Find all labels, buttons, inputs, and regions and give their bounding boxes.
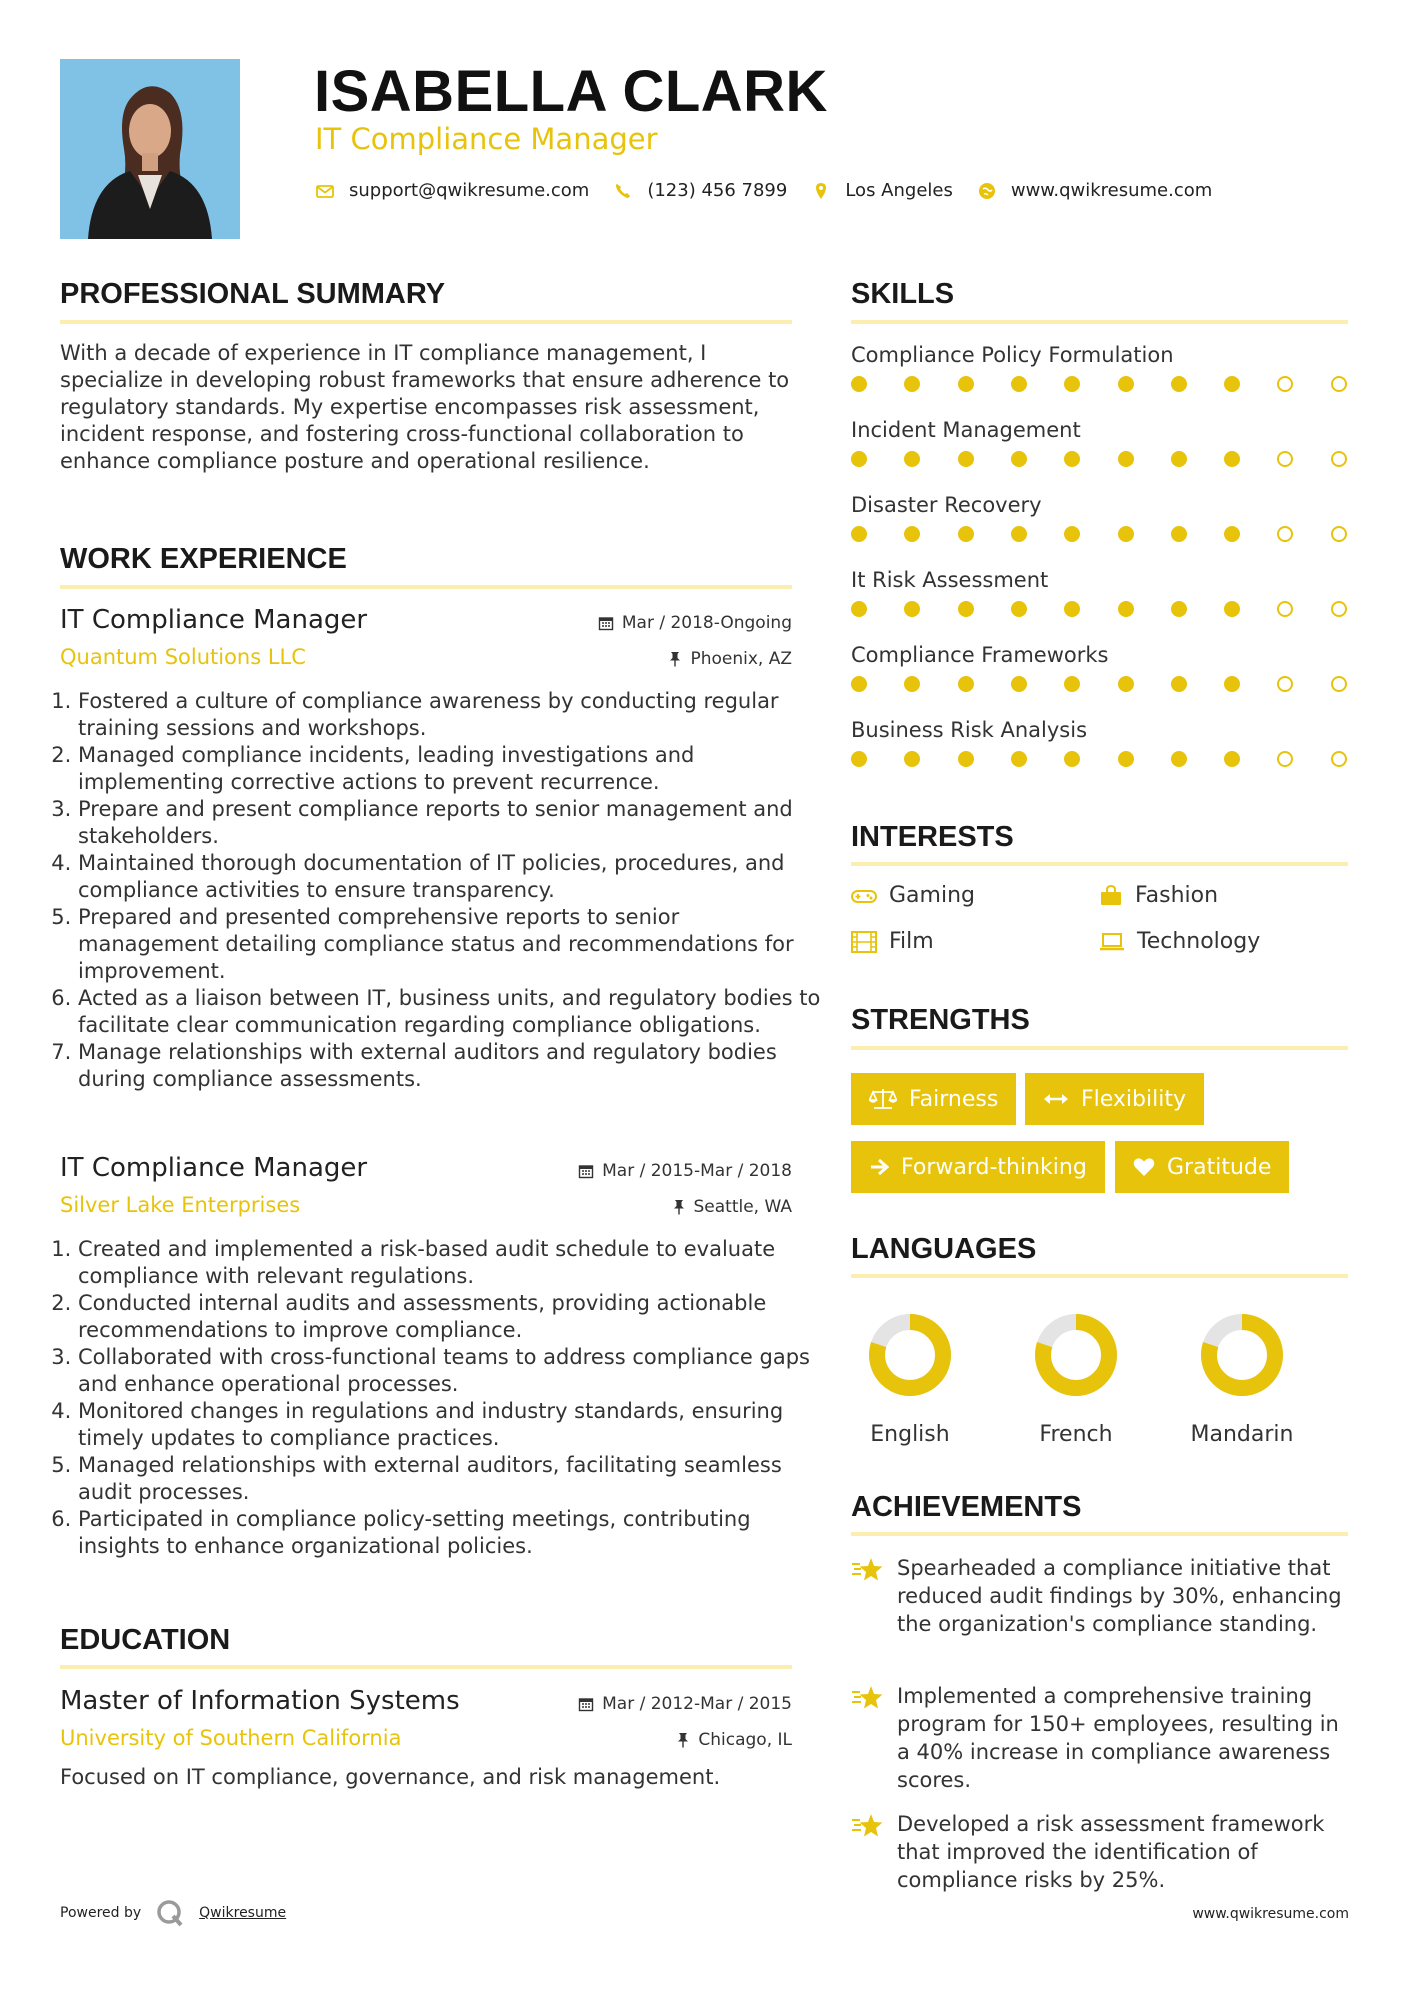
skill-dot-filled: [1064, 676, 1080, 692]
education-date-text: Mar / 2012-Mar / 2015: [602, 1694, 792, 1714]
job-company: Silver Lake Enterprises: [60, 1193, 301, 1217]
skill-dot-filled: [1011, 451, 1027, 467]
skill-dot-filled: [1064, 751, 1080, 767]
skill-item: [851, 343, 1351, 367]
interest-label: Film: [889, 929, 934, 954]
job-date-text: Mar / 2015-Mar / 2018: [602, 1161, 792, 1181]
skill-rating: [851, 601, 1351, 619]
achievement-item: [851, 1554, 1351, 1638]
strength-tag: [1025, 1073, 1204, 1125]
job-duties-1: [50, 688, 823, 1093]
balance-scale-icon: [869, 1087, 897, 1111]
skill-dot-empty: [1277, 676, 1293, 692]
skill-dot-empty: [1331, 451, 1347, 467]
powered-by-label: Powered by: [60, 1905, 142, 1921]
globe-icon: [977, 181, 997, 201]
summary-text: With a decade of experience in IT compliance management, I specialize in developing robust frameworks that ensure adherence to regulatory standards. My expertise encompasses risk assessment, incident response, and fostering cross-functional collaboration to enhance compliance posture and operational resilience.: [60, 341, 790, 473]
job-location: [668, 649, 792, 669]
education-location-text: Chicago, IL: [698, 1730, 792, 1750]
skill-dot-filled: [1171, 601, 1187, 617]
location-text: Los Angeles: [845, 180, 953, 201]
skill-dot-filled: [1064, 526, 1080, 542]
skill-dot-filled: [1064, 601, 1080, 617]
interests-heading: INTERESTS: [851, 821, 1014, 853]
list-item: 2. Managed compliance incidents, leading investigations and implementing corrective actions to prevent recurrence.: [78, 742, 823, 796]
job-location: [672, 1197, 793, 1217]
skills-divider: [851, 320, 1348, 324]
skill-dot-filled: [904, 601, 920, 617]
summary-divider: [60, 320, 792, 324]
language-name: French: [1039, 1422, 1113, 1447]
job-entry-2: [60, 1153, 792, 1217]
skill-dot-filled: [1118, 376, 1134, 392]
language-item: [1011, 1310, 1141, 1447]
skill-dot-filled: [1224, 676, 1240, 692]
skill-name: Compliance Frameworks: [851, 643, 1109, 667]
calendar-icon: [598, 615, 614, 631]
skill-name: It Risk Assessment: [851, 568, 1049, 592]
skill-dot-empty: [1277, 376, 1293, 392]
candidate-name: ISABELLA CLARK: [314, 59, 828, 124]
interest-item: [851, 883, 975, 908]
achievement-text: Developed a risk assessment framework that improved the identification of compliance risks by 25%.: [897, 1812, 1325, 1892]
language-name: English: [870, 1422, 950, 1447]
strength-label: Forward-thinking: [901, 1154, 1087, 1180]
contact-website[interactable]: [977, 180, 1212, 201]
job-date-text: Mar / 2018-Ongoing: [621, 613, 792, 633]
star-badge-icon: [851, 1812, 885, 1844]
skill-dot-filled: [851, 526, 867, 542]
list-item: 1. Fostered a culture of compliance awareness by conducting regular training sessions and workshops.: [78, 688, 823, 742]
arrows-horizontal-icon: [1043, 1091, 1069, 1107]
pushpin-icon: [672, 1199, 686, 1215]
list-item: 1. Created and implemented a risk-based audit schedule to evaluate compliance with relevant regulations.: [78, 1236, 823, 1290]
skill-dot-filled: [904, 751, 920, 767]
pushpin-icon: [676, 1732, 690, 1748]
strength-tag: [1115, 1141, 1289, 1193]
skill-item: [851, 418, 1351, 442]
skill-dot-filled: [958, 376, 974, 392]
strength-label: Gratitude: [1167, 1154, 1272, 1180]
skill-dot-filled: [1171, 751, 1187, 767]
skills-heading: SKILLS: [851, 278, 955, 310]
qwikresume-logo-icon: [155, 1898, 185, 1928]
brand-link[interactable]: Qwikresume: [199, 1905, 287, 1921]
skill-dot-empty: [1331, 751, 1347, 767]
skill-dot-empty: [1331, 376, 1347, 392]
skill-dot-filled: [1118, 451, 1134, 467]
skill-dot-filled: [851, 676, 867, 692]
skill-dot-filled: [1224, 526, 1240, 542]
skill-item: [851, 718, 1351, 742]
skill-dot-empty: [1277, 526, 1293, 542]
skill-item: [851, 568, 1351, 592]
education-location: [676, 1730, 792, 1750]
heart-icon: [1133, 1157, 1155, 1177]
skill-rating: [851, 451, 1351, 469]
language-item: [1177, 1310, 1307, 1447]
achievements-divider: [851, 1532, 1348, 1536]
achievements-heading: ACHIEVEMENTS: [851, 1491, 1082, 1523]
interest-label: Gaming: [889, 883, 975, 908]
skill-dot-empty: [1277, 751, 1293, 767]
job-role: IT Compliance Manager: [60, 1153, 368, 1183]
skill-dot-filled: [958, 751, 974, 767]
job-location-text: Phoenix, AZ: [690, 649, 792, 669]
skill-dot-empty: [1331, 526, 1347, 542]
skill-dot-filled: [1224, 376, 1240, 392]
skill-dot-empty: [1331, 676, 1347, 692]
education-date: [578, 1694, 792, 1714]
interests-divider: [851, 862, 1348, 866]
achievement-item: [851, 1810, 1351, 1894]
skill-dot-filled: [1118, 751, 1134, 767]
list-item: 3. Collaborated with cross-functional teams to address compliance gaps and enhance operational processes.: [78, 1344, 823, 1398]
skill-dot-filled: [958, 526, 974, 542]
skill-dot-filled: [851, 451, 867, 467]
skill-dot-filled: [1064, 376, 1080, 392]
skill-dot-filled: [904, 526, 920, 542]
gamepad-icon: [851, 886, 877, 906]
skill-dot-filled: [851, 376, 867, 392]
footer-powered-by: [60, 1898, 286, 1928]
languages-divider: [851, 1274, 1348, 1278]
candidate-title: IT Compliance Manager: [315, 122, 658, 156]
arrow-right-icon: [869, 1158, 889, 1176]
interest-label: Technology: [1137, 929, 1261, 954]
achievement-text: Spearheaded a compliance initiative that reduced audit findings by 30%, enhancing the organization's compliance standing.: [897, 1556, 1342, 1636]
education-heading: EDUCATION: [60, 1624, 231, 1656]
list-item: 4. Monitored changes in regulations and industry standards, ensuring timely updates to compliance practices.: [78, 1398, 823, 1452]
degree-title: Master of Information Systems: [60, 1686, 460, 1716]
language-item: [845, 1310, 975, 1447]
skill-dot-filled: [1011, 751, 1027, 767]
list-item: 2. Conducted internal audits and assessments, providing actionable recommendations to improve compliance.: [78, 1290, 823, 1344]
shopping-bag-icon: [1099, 885, 1123, 907]
list-item: 6. Participated in compliance policy-setting meetings, contributing insights to enhance organizational policies.: [78, 1506, 823, 1560]
interest-label: Fashion: [1135, 883, 1219, 908]
summary-heading: PROFESSIONAL SUMMARY: [60, 278, 446, 310]
achievement-text: Implemented a comprehensive training program for 150+ employees, resulting in a 40% increase in compliance awareness scores.: [897, 1684, 1339, 1792]
skill-dot-filled: [1064, 451, 1080, 467]
skill-dot-filled: [904, 376, 920, 392]
skill-dot-filled: [1224, 751, 1240, 767]
skill-rating: [851, 376, 1351, 394]
languages-heading: LANGUAGES: [851, 1233, 1037, 1265]
skill-dot-filled: [1011, 526, 1027, 542]
language-ring: [865, 1310, 955, 1400]
email-text: support@qwikresume.com: [349, 180, 590, 201]
skill-dot-empty: [1331, 601, 1347, 617]
language-ring: [1031, 1310, 1121, 1400]
list-item: 5. Prepared and presented comprehensive reports to senior management detailing compliance status and recommendations for improvement.: [78, 904, 823, 985]
skill-item: [851, 643, 1351, 667]
skill-dot-filled: [904, 451, 920, 467]
contact-phone[interactable]: [613, 180, 787, 201]
skill-dot-filled: [1224, 451, 1240, 467]
strength-tag: [851, 1141, 1105, 1193]
job-date: [578, 1161, 792, 1181]
skill-dot-filled: [1171, 451, 1187, 467]
skill-name: Business Risk Analysis: [851, 718, 1088, 742]
skill-dot-filled: [958, 451, 974, 467]
strength-label: Flexibility: [1081, 1086, 1186, 1112]
language-ring: [1197, 1310, 1287, 1400]
skill-dot-filled: [851, 751, 867, 767]
list-item: 5. Managed relationships with external auditors, facilitating seamless audit processes.: [78, 1452, 823, 1506]
experience-heading: WORK EXPERIENCE: [60, 543, 347, 575]
skill-dot-filled: [1118, 526, 1134, 542]
skill-dot-empty: [1277, 601, 1293, 617]
skill-dot-filled: [904, 676, 920, 692]
experience-divider: [60, 585, 792, 589]
contact-location: [811, 180, 953, 201]
skill-dot-filled: [958, 601, 974, 617]
strength-label: Fairness: [909, 1086, 999, 1112]
skill-name: Incident Management: [851, 418, 1081, 442]
phone-text: (123) 456 7899: [647, 180, 788, 201]
contact-bar: [315, 180, 1236, 201]
list-item: 7. Manage relationships with external auditors and regulatory bodies during compliance assessments.: [78, 1039, 823, 1093]
skill-dot-filled: [1011, 676, 1027, 692]
laptop-icon: [1099, 932, 1125, 952]
skill-dot-empty: [1277, 451, 1293, 467]
envelope-icon: [315, 181, 335, 201]
skill-item: [851, 493, 1351, 517]
education-divider: [60, 1665, 792, 1669]
skill-rating: [851, 526, 1351, 544]
interest-item: [851, 929, 934, 954]
list-item: 6. Acted as a liaison between IT, business units, and regulatory bodies to facilitate clear communication regarding compliance obligations.: [78, 985, 823, 1039]
calendar-icon: [578, 1163, 594, 1179]
interest-item: [1099, 883, 1218, 908]
list-item: 4. Maintained thorough documentation of IT policies, procedures, and compliance activities to ensure transparency.: [78, 850, 823, 904]
skill-dot-filled: [958, 676, 974, 692]
skill-dot-filled: [1011, 376, 1027, 392]
calendar-icon: [578, 1696, 594, 1712]
phone-icon: [613, 181, 633, 201]
job-entry-1: [60, 605, 792, 669]
school-name: University of Southern California: [60, 1726, 402, 1750]
skill-rating: [851, 751, 1351, 769]
job-date: [598, 613, 792, 633]
education-entry: [60, 1686, 792, 1750]
skill-name: Compliance Policy Formulation: [851, 343, 1174, 367]
job-location-text: Seattle, WA: [693, 1197, 792, 1217]
skill-dot-filled: [1224, 601, 1240, 617]
star-badge-icon: [851, 1556, 885, 1588]
film-icon: [851, 931, 877, 953]
skill-dot-filled: [1118, 601, 1134, 617]
strengths-divider: [851, 1046, 1348, 1050]
list-item: 3. Prepare and present compliance reports to senior management and stakeholders.: [78, 796, 823, 850]
skill-dot-filled: [1118, 676, 1134, 692]
job-role: IT Compliance Manager: [60, 605, 368, 635]
star-badge-icon: [851, 1684, 885, 1716]
skill-dot-filled: [1171, 676, 1187, 692]
skill-dot-filled: [851, 601, 867, 617]
map-pin-icon: [811, 181, 831, 201]
language-name: Mandarin: [1190, 1422, 1294, 1447]
skill-dot-filled: [1171, 526, 1187, 542]
pushpin-icon: [668, 651, 682, 667]
skill-dot-filled: [1011, 601, 1027, 617]
strengths-heading: STRENGTHS: [851, 1004, 1030, 1036]
skill-rating: [851, 676, 1351, 694]
skill-name: Disaster Recovery: [851, 493, 1042, 517]
strength-tag: [851, 1073, 1016, 1125]
interest-item: [1099, 929, 1260, 954]
education-description: Focused on IT compliance, governance, and risk management.: [60, 1765, 721, 1789]
job-duties-2: [50, 1236, 823, 1560]
achievement-item: [851, 1682, 1351, 1794]
contact-email[interactable]: [315, 180, 589, 201]
profile-photo: [60, 59, 240, 239]
website-text: www.qwikresume.com: [1010, 180, 1213, 201]
skill-dot-filled: [1171, 376, 1187, 392]
job-company: Quantum Solutions LLC: [60, 645, 306, 669]
footer-website[interactable]: www.qwikresume.com: [1192, 1906, 1349, 1922]
